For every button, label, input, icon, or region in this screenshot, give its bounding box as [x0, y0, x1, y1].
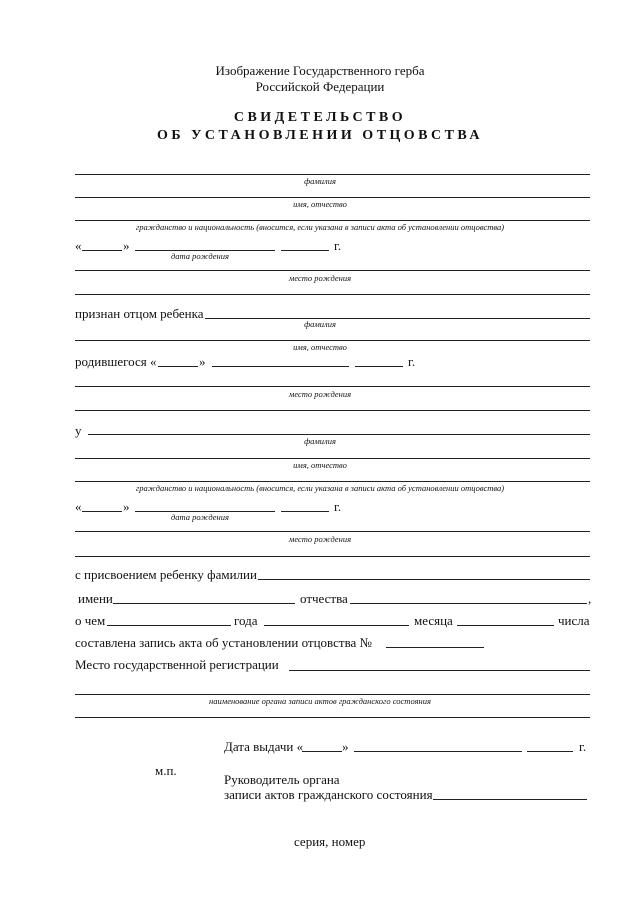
child-surname-line[interactable] — [205, 318, 590, 319]
issue-day-field[interactable] — [302, 751, 342, 752]
father-surname-line[interactable] — [75, 174, 590, 175]
mother-prefix-label: у — [75, 423, 82, 438]
mother-citizenship-caption: гражданство и национальность (вносится, если указана в записи акта об установлении отцовства) — [135, 483, 505, 493]
father-birth-year-label: г. — [334, 238, 342, 253]
child-born-label: родившегося « — [75, 354, 157, 369]
document-subtitle: ОБ УСТАНОВЛЕНИИ ОТЦОВСТВА — [157, 128, 483, 143]
mother-birth-year-label: г. — [334, 499, 342, 514]
father-birthplace-line-2[interactable] — [75, 294, 590, 295]
child-surname-caption: фамилия — [304, 319, 336, 329]
mother-birth-quote-close: » — [123, 499, 130, 514]
record-made-label: составлена запись акта об установлении отцовства № — [75, 635, 372, 650]
child-birth-year-label: г. — [408, 354, 416, 369]
father-surname-caption: фамилия — [304, 176, 336, 186]
first-name-label: имени — [78, 591, 113, 606]
mother-birth-year-field[interactable] — [281, 511, 329, 512]
child-birth-year-field[interactable] — [355, 366, 403, 367]
emblem-caption-line1: Изображение Государственного герба — [215, 63, 425, 78]
record-number-field[interactable] — [386, 647, 484, 648]
child-birthplace-line[interactable] — [75, 386, 590, 387]
head-title-line2: записи актов гражданского состояния — [224, 787, 433, 802]
father-name-caption: имя, отчество — [293, 199, 347, 209]
father-citizenship-caption: гражданство и национальность (вносится, если указана в записи акта об установлении отцовства) — [135, 222, 505, 232]
document-title: СВИДЕТЕЛЬСТВО — [233, 110, 407, 125]
father-citizenship-line[interactable] — [75, 220, 590, 221]
mother-surname-caption: фамилия — [304, 436, 336, 446]
registry-office-line-2[interactable] — [75, 717, 590, 718]
issue-year-field[interactable] — [527, 751, 573, 752]
mother-birthplace-line[interactable] — [75, 531, 590, 532]
record-month-field[interactable] — [457, 625, 554, 626]
father-birth-day-field[interactable] — [82, 250, 122, 251]
mother-birth-day-field[interactable] — [82, 511, 122, 512]
issue-month-field[interactable] — [354, 751, 522, 752]
mother-surname-line[interactable] — [88, 434, 590, 435]
year-word-label: года — [234, 613, 258, 628]
mother-citizenship-line[interactable] — [75, 481, 590, 482]
child-birth-month-field[interactable] — [212, 366, 349, 367]
father-birthplace-caption: место рождения — [288, 273, 352, 283]
father-birth-year-field[interactable] — [281, 250, 329, 251]
registry-office-line[interactable] — [75, 694, 590, 695]
recognized-father-label: признан отцом ребенка — [75, 306, 204, 321]
first-name-field[interactable] — [113, 603, 295, 604]
mother-birth-quote-open: « — [75, 499, 82, 514]
father-birth-date-caption: дата рождения — [171, 251, 229, 261]
father-birth-quote-open: « — [75, 238, 82, 253]
issue-year-label: г. — [579, 739, 587, 754]
assigned-surname-field[interactable] — [258, 579, 590, 580]
issue-quote-close: » — [342, 739, 349, 754]
father-name-line[interactable] — [75, 197, 590, 198]
child-birth-day-field[interactable] — [158, 366, 198, 367]
child-name-line[interactable] — [75, 340, 590, 341]
child-birth-quote-close: » — [199, 354, 206, 369]
mother-birthplace-line-2[interactable] — [75, 556, 590, 557]
child-birthplace-caption: место рождения — [288, 389, 352, 399]
record-day-field[interactable] — [107, 625, 231, 626]
record-year-field[interactable] — [264, 625, 409, 626]
mother-birthplace-caption: место рождения — [288, 534, 352, 544]
mother-name-caption: имя, отчество — [293, 460, 347, 470]
day-label: числа — [558, 613, 590, 628]
patronymic-field[interactable] — [350, 603, 587, 604]
patronymic-comma: , — [588, 591, 592, 606]
about-what-label: о чем — [75, 613, 106, 628]
head-signature-field[interactable] — [433, 799, 587, 800]
head-title-line1: Руководитель органа — [224, 772, 340, 787]
father-birthplace-line[interactable] — [75, 270, 590, 271]
child-name-caption: имя, отчество — [293, 342, 347, 352]
patronymic-label: отчества — [300, 591, 348, 606]
mother-birth-date-caption: дата рождения — [171, 512, 229, 522]
father-birth-quote-close: » — [123, 238, 130, 253]
child-birthplace-line-2[interactable] — [75, 410, 590, 411]
emblem-caption-line2: Российской Федерации — [255, 79, 385, 94]
issue-date-label: Дата выдачи « — [224, 739, 304, 754]
registry-office-caption: наименование органа записи актов гражданского состояния — [209, 696, 431, 706]
assigned-surname-label: с присвоением ребенку фамилии — [75, 567, 257, 582]
stamp-place-label: м.п. — [155, 763, 177, 778]
registration-place-field[interactable] — [289, 670, 590, 671]
registration-place-label: Место государственной регистрации — [75, 657, 279, 672]
series-number-label: серия, номер — [294, 834, 366, 849]
mother-name-line[interactable] — [75, 458, 590, 459]
month-label: месяца — [414, 613, 453, 628]
